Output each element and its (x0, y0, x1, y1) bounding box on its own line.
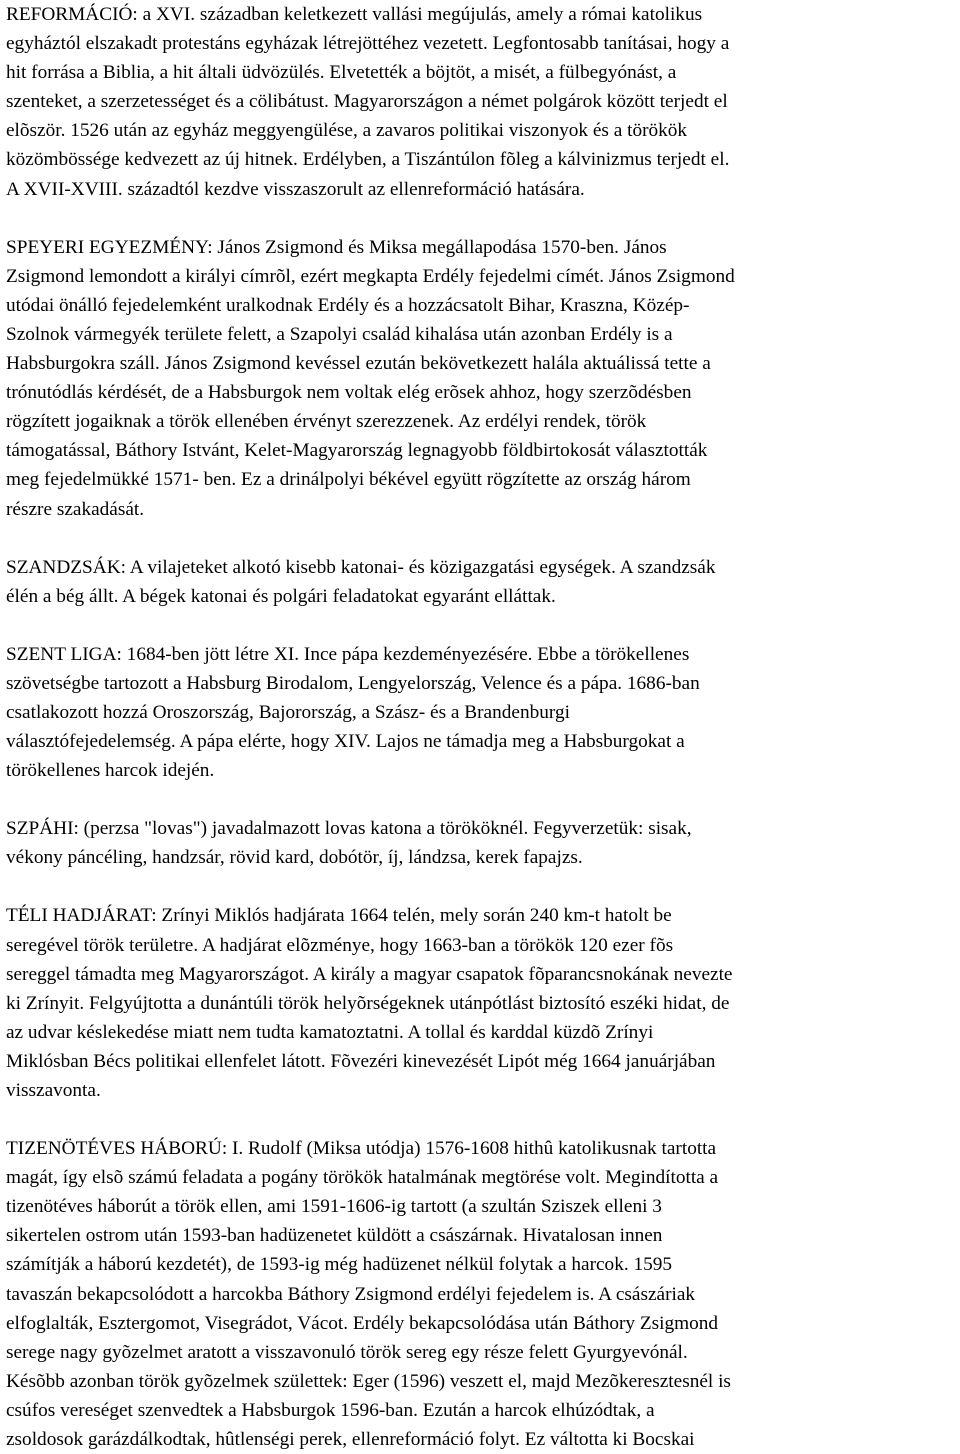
text-line: Késõbb azonban török gyõzelmek születtek: Eger (1596) veszett el, majd Mezõkeresztesnél is (6, 1370, 731, 1392)
text-line: elfoglalták, Esztergomot, Visegrádot, Vácot. Erdély bekapcsolódása után Báthory Zsigmond (6, 1312, 719, 1334)
text-line: magát, így elsõ számú feladata a pogány törökök hatalmának megtörése volt. Megindította a (6, 1167, 719, 1189)
text-line: SZPÁHI: (perzsa "lovas") javadalmazott lovas katona a törököknél. Fegyverzetük: sisak, (6, 818, 692, 840)
text-line: seregével török területre. A hadjárat elõzménye, hogy 1663-ban a törökök 120 ezer fõs (6, 934, 674, 956)
text-line: sereggel támadta meg Magyarországot. A király a magyar csapatok fõparancsnokának nevezte (6, 963, 733, 985)
text-line: hit forrása a Biblia, a hit általi üdvözülés. Elvetették a böjtöt, a misét, a fülbegyónást, a (6, 62, 677, 84)
text-line: Szolnok vármegyék területe felett, a Szapolyi család kihalása után azonban Erdély is a (6, 323, 673, 345)
text-line: élén a bég állt. A bégek katonai és polgári feladatokat egyaránt elláttak. (6, 585, 556, 607)
text-line: tizenötéves háborút a török ellen, ami 1591-1606-ig tartott (a szultán Sziszek elleni 3 (6, 1196, 662, 1218)
text-line: törökellenes harcok idején. (6, 760, 215, 782)
text-line: SZENT LIGA: 1684-ben jött létre XI. Ince pápa kezdeményezésére. Ebbe a törökellenes (6, 643, 690, 665)
text-line: ki Zrínyit. Felgyújtotta a dunántúli török helyõrségeknek utánpótlást biztosító eszéki hidat, de (6, 992, 730, 1014)
text-line: tavaszán bekapcsolódott a harcokba Báthory Zsigmond erdélyi fejedelem is. A császáriak (6, 1283, 696, 1305)
text-line: vékony páncéling, handzsár, rövid kard, dobótör, íj, lándzsa, kerek fapajzs. (6, 847, 583, 869)
text-line: Habsburgokra száll. János Zsigmond kevéssel ezután bekövetkezett halála aktuálissá tette a (6, 353, 711, 375)
text-line: Miklósban Bécs politikai ellenfelet látott. Fõvezéri kinevezését Lipót még 1664 januárjában (6, 1050, 716, 1072)
entry-tizenoteves-haboru (6, 1134, 954, 1454)
text-line: csatlakozott hozzá Oroszország, Bajorország, a Szász- és a Brandenburgi (6, 701, 570, 723)
text-line: trónutódlás kérdését, de a Habsburgok nem voltak elég erõsek ahhoz, hogy szerzõdésben (6, 382, 692, 404)
text-line: elõször. 1526 után az egyház meggyengülése, a zavaros politikai viszonyok és a törökök (6, 120, 688, 142)
text-line: választófejedelemség. A pápa elérte, hogy XIV. Lajos ne támadja meg a Habsburgokat a (6, 731, 685, 753)
text-line: az udvar késlekedése miatt nem tudta kamatoztatni. A tollal és karddal küzdõ Zrínyi (6, 1021, 654, 1043)
entry-teli-hadjarat (6, 901, 954, 1105)
text-line: csúfos vereséget szenvedtek a Habsburgok 1596-ban. Ezután a harcok elhúzódtak, a (6, 1399, 655, 1421)
text-line: sikertelen ostrom után 1593-ban hadüzenetet küldött a császárnak. Hivatalosan innen (6, 1225, 663, 1247)
entry-reformacio (6, 0, 954, 204)
text-line: rögzített jogaiknak a török ellenében érvényt szerezzenek. Az erdélyi rendek, török (6, 411, 647, 433)
text-line: TÉLI HADJÁRAT: Zrínyi Miklós hadjárata 1664 telén, mely során 240 km-t hatolt be (6, 905, 672, 927)
text-line: egyháztól elszakadt protestáns egyházak létrejöttéhez vezetett. Legfontosabb tanításai, hogy a (6, 33, 730, 55)
text-line: szövetségbe tartozott a Habsburg Birodalom, Lengyelország, Velence és a pápa. 1686-ban (6, 672, 700, 694)
text-line: utódai önálló fejedelemként uralkodnak Erdély és a hozzácsatolt Bihar, Kraszna, Közép- (6, 294, 690, 316)
text-line: A XVII-XVIII. századtól kezdve visszaszorult az ellenreformáció hatására. (6, 178, 585, 200)
text-line: részre szakadását. (6, 498, 145, 520)
text-line: SZANDZSÁK: A vilajeteket alkotó kisebb katonai- és közigazgatási egységek. A szandzsák (6, 556, 716, 578)
text-line: Zsigmond lemondott a királyi címrõl, ezért megkapta Erdély fejedelmi címét. János Zsigmond (6, 265, 735, 287)
text-line: visszavonta. (6, 1080, 101, 1101)
text-line: szenteket, a szerzetességet és a cölibátust. Magyarországon a német polgárok között terjedt el (6, 91, 728, 113)
text-line: közömbössége kedvezett az új hitnek. Erdélyben, a Tiszántúlon fõleg a kálvinizmus terjedt el. (6, 149, 730, 171)
entry-szent-liga (6, 640, 954, 785)
entry-szandzsak (6, 553, 954, 611)
entry-speyeri-egyezmeny (6, 233, 954, 524)
text-line: serege nagy gyõzelmet aratott a visszavonuló török sereg egy része felett Gyurgyevónál. (6, 1341, 688, 1363)
text-line: meg fejedelmükké 1571- ben. Ez a drinálpolyi békével együtt rögzítette az ország három (6, 469, 691, 491)
text-line: SPEYERI EGYEZMÉNY: János Zsigmond és Miksa megállapodása 1570-ben. János (6, 236, 667, 258)
text-line: támogatással, Báthory Istvánt, Kelet-Magyarország legnagyobb földbirtokosát választották (6, 440, 708, 462)
text-line: TIZENÖTÉVES HÁBORÚ: I. Rudolf (Miksa utódja) 1576-1608 hithû katolikusnak tartotta (6, 1138, 717, 1160)
entry-szpahi (6, 814, 954, 872)
text-line: zsoldosok garázdálkodtak, hûtlenségi perek, ellenreformáció folyt. Ez váltotta ki Bocskai (6, 1429, 695, 1451)
text-line: számítják a háború kezdetét), de 1593-ig még hadüzenet nélkül folytak a harcok. 1595 (6, 1254, 673, 1276)
text-line: REFORMÁCIÓ: a XVI. században keletkezett vallási megújulás, amely a római katolikus (6, 4, 703, 25)
